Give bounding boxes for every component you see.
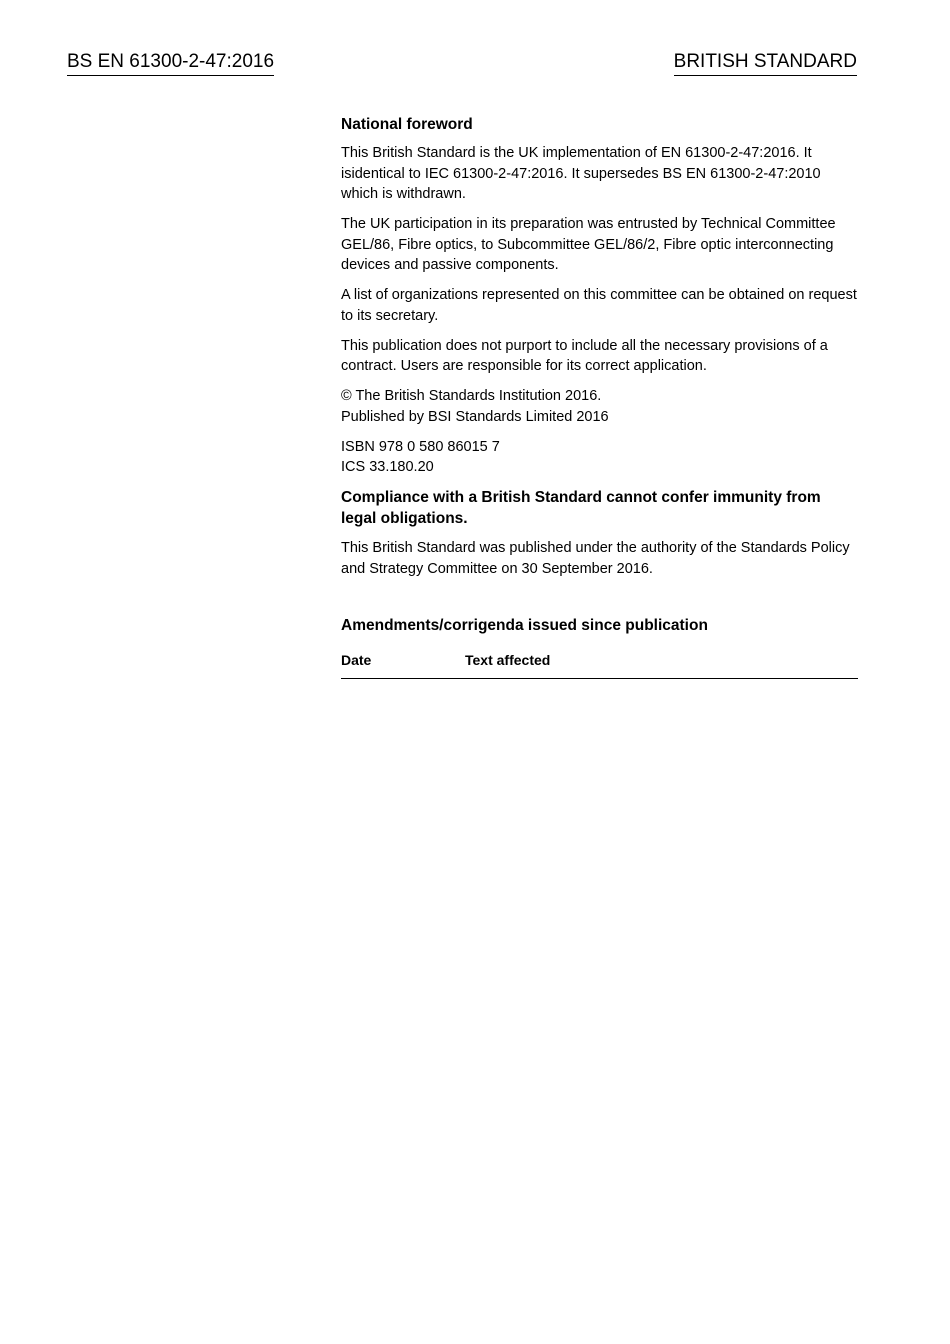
identifier-block (341, 437, 858, 478)
foreword-paragraph: This British Standard is the UK implementation of EN 61300-2-47:2016. It isidentical to IEC 61300-2-47:2016. It supersedes BS EN 61300-2-47:2010 which is withdrawn. (341, 145, 821, 202)
amendments-title: Amendments/corrigenda issued since publication (341, 617, 708, 634)
ics-code: ICS 33.180.20 (341, 459, 434, 475)
amendments-table (341, 650, 858, 679)
foreword-paragraph: A list of organizations represented on this committee can be obtained on request to its secretary. (341, 287, 857, 324)
column-header-text-affected: Text affected (465, 650, 858, 678)
foreword-paragraph: The UK participation in its preparation was entrusted by Technical Committee GEL/86, Fibre optics, to Subcommittee GEL/86/2, Fibre optic interconnecting devices and passive components. (341, 216, 836, 273)
copyright-block (341, 386, 858, 427)
isbn: ISBN 978 0 580 86015 7 (341, 438, 500, 455)
foreword-paragraph: This publication does not purport to include all the necessary provisions of a contract. Users are responsible for its correct application. (341, 337, 828, 374)
document-number: BS EN 61300-2-47:2016 (67, 50, 274, 76)
copyright-line: © The British Standards Institution 2016. (341, 388, 602, 404)
document-type: BRITISH STANDARD (674, 50, 857, 76)
national-foreword-section (341, 114, 858, 679)
column-header-date: Date (341, 650, 465, 678)
table-header-row (341, 650, 858, 678)
foreword-title: National foreword (341, 116, 473, 133)
compliance-statement: Compliance with a British Standard cannot confer immunity from legal obligations. (341, 489, 821, 527)
authority-statement: This British Standard was published under the authority of the Standards Policy and Strategy Committee on 30 September 2016. (341, 540, 850, 577)
publisher-line: Published by BSI Standards Limited 2016 (341, 408, 609, 425)
